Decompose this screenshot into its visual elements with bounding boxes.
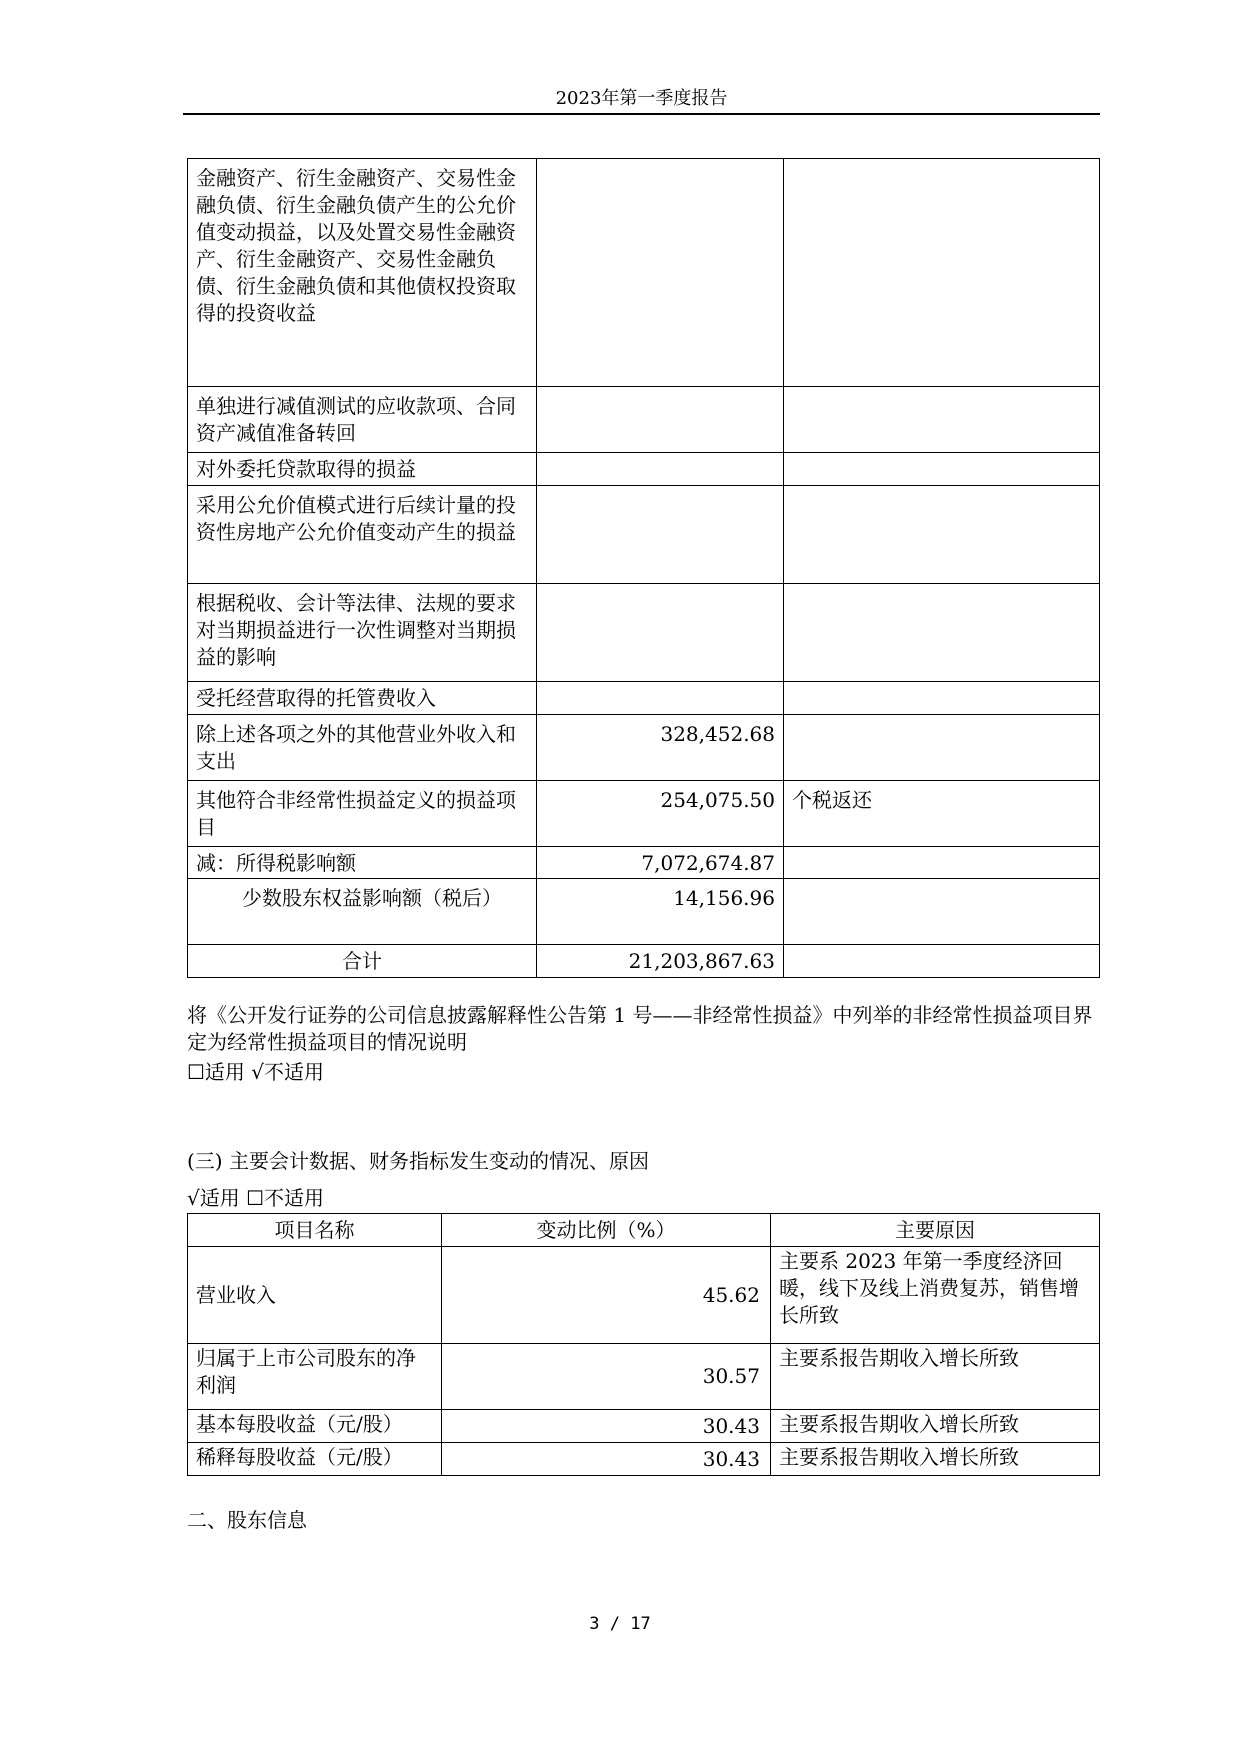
row-item: 金融资产、衍生金融资产、交易性金融负债、衍生金融负债产生的公允价值变动损益，以及处置交易性金融资产、衍生金融资产、交易性金融负债、衍生金融负债和其他债权投资取得的投资收益 <box>188 159 537 387</box>
table-row <box>188 1344 1100 1410</box>
row-item: 除上述各项之外的其他营业外收入和支出 <box>188 715 537 781</box>
table-row <box>188 387 1100 453</box>
row-note <box>784 945 1100 978</box>
row-reason: 主要系报告期收入增长所致 <box>771 1344 1100 1410</box>
row-amount: 21,203,867.63 <box>537 945 784 978</box>
page-number: 3 / 17 <box>589 1614 651 1634</box>
row-name: 基本每股收益（元/股） <box>188 1410 442 1443</box>
row-item: 对外委托贷款取得的损益 <box>188 453 537 486</box>
table-row <box>188 1443 1100 1476</box>
row-amount <box>537 486 784 584</box>
header-rule <box>183 113 1100 115</box>
row-item: 减：所得税影响额 <box>188 847 537 879</box>
row-reason: 主要系报告期收入增长所致 <box>771 1443 1100 1476</box>
row-name: 营业收入 <box>188 1247 442 1344</box>
change-reasons-table <box>187 1213 1100 1476</box>
row-item: 其他符合非经常性损益定义的损益项目 <box>188 781 537 847</box>
row-amount: 328,452.68 <box>537 715 784 781</box>
row-ratio: 45.62 <box>442 1247 771 1344</box>
table-row <box>188 159 1100 387</box>
row-item: 采用公允价值模式进行后续计量的投资性房地产公允价值变动产生的损益 <box>188 486 537 584</box>
row-note: 个税返还 <box>784 781 1100 847</box>
table-header-row <box>188 1214 1100 1247</box>
row-reason: 主要系 2023 年第一季度经济回暖，线下及线上消费复苏，销售增长所致 <box>771 1247 1100 1344</box>
row-amount <box>537 584 784 682</box>
row-item: 单独进行减值测试的应收款项、合同资产减值准备转回 <box>188 387 537 453</box>
section3-applicability: √适用 ☐不适用 <box>187 1186 325 1210</box>
table-row <box>188 715 1100 781</box>
row-amount <box>537 387 784 453</box>
row-note <box>784 715 1100 781</box>
table-row <box>188 486 1100 584</box>
header-main-reason: 主要原因 <box>771 1214 1100 1247</box>
row-amount: 254,075.50 <box>537 781 784 847</box>
row-amount: 7,072,674.87 <box>537 847 784 879</box>
row-amount <box>537 682 784 715</box>
table-row <box>188 1410 1100 1443</box>
row-name: 归属于上市公司股东的净利润 <box>188 1344 442 1410</box>
row-item: 受托经营取得的托管费收入 <box>188 682 537 715</box>
row-note <box>784 159 1100 387</box>
row-amount <box>537 453 784 486</box>
row-item: 根据税收、会计等法律、法规的要求对当期损益进行一次性调整对当期损益的影响 <box>188 584 537 682</box>
row-note <box>784 486 1100 584</box>
row-note <box>784 453 1100 486</box>
table-row-total <box>188 945 1100 978</box>
table-row <box>188 584 1100 682</box>
table-row <box>188 847 1100 879</box>
non-recurring-gains-table <box>187 158 1100 978</box>
header-item-name: 项目名称 <box>188 1214 442 1247</box>
explanation-text: 将《公开发行证券的公司信息披露解释性公告第 1 号——非经常性损益》中列举的非经常性损益项目界定为经常性损益项目的情况说明 <box>187 1003 1093 1054</box>
row-item: 少数股东权益影响额（税后） <box>188 879 537 945</box>
table-row <box>188 781 1100 847</box>
row-item: 合计 <box>188 945 537 978</box>
table-row <box>188 453 1100 486</box>
row-reason: 主要系报告期收入增长所致 <box>771 1410 1100 1443</box>
row-ratio: 30.43 <box>442 1410 771 1443</box>
row-note <box>784 584 1100 682</box>
row-note <box>784 847 1100 879</box>
explanation-applicability: ☐适用 √不适用 <box>187 1060 325 1084</box>
section3-title: (三) 主要会计数据、财务指标发生变动的情况、原因 <box>187 1149 649 1173</box>
section2-title: 二、股东信息 <box>187 1508 307 1532</box>
row-note <box>784 682 1100 715</box>
header-change-ratio: 变动比例（%） <box>442 1214 771 1247</box>
row-ratio: 30.43 <box>442 1443 771 1476</box>
table-row <box>188 1247 1100 1344</box>
table-row <box>188 682 1100 715</box>
row-ratio: 30.57 <box>442 1344 771 1410</box>
row-note <box>784 387 1100 453</box>
page-header: 2023年第一季度报告 <box>555 88 728 109</box>
row-amount <box>537 159 784 387</box>
table-row <box>188 879 1100 945</box>
row-amount: 14,156.96 <box>537 879 784 945</box>
row-note <box>784 879 1100 945</box>
row-name: 稀释每股收益（元/股） <box>188 1443 442 1476</box>
